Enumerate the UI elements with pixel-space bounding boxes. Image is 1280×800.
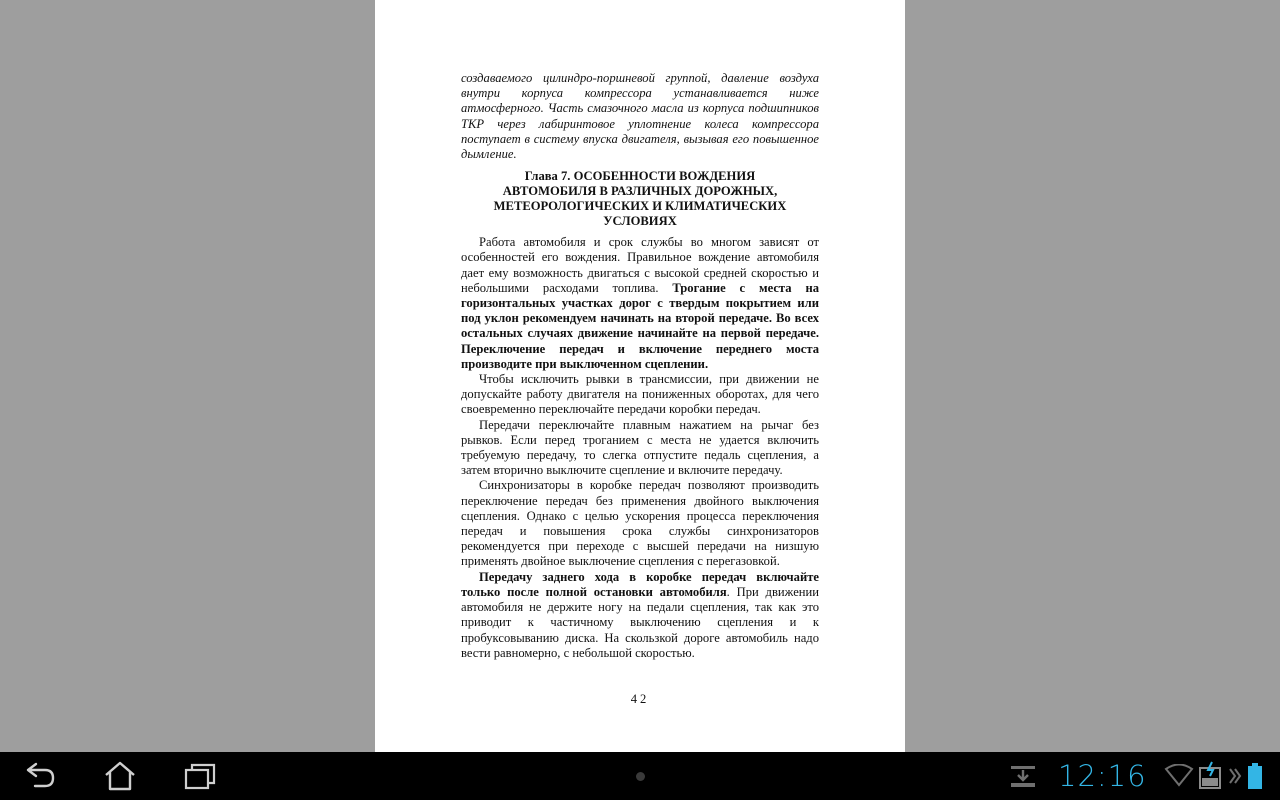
- home-button[interactable]: [90, 752, 150, 800]
- status-clock[interactable]: 12:16: [1058, 759, 1147, 793]
- paragraph-3: Передачи переключайте плавным нажатием на рычаг без рывков. Если перед троганием с места не удается включить требуемую передачу, то слегка отпустите педаль сцепления, а затем вторично выключите сцепление и включите передачу.: [461, 417, 819, 478]
- chapter-title-line: УСЛОВИЯХ: [603, 214, 677, 229]
- back-arrow-icon: [23, 761, 57, 791]
- document-page[interactable]: [375, 0, 905, 752]
- download-notification-icon[interactable]: [1008, 760, 1038, 790]
- chapter-title-line: Глава 7. ОСОБЕННОСТИ ВОЖДЕНИЯ: [524, 169, 756, 184]
- paragraph-1-text: Работа автомобиля и срок службы во многом зависят от особенностей его вождения. Правильное вождение автомобиля дает ему возможность двигаться с высокой средней скоростью и небольшими расходами топлива.: [461, 235, 819, 295]
- keyboard-battery-icon: [1196, 760, 1226, 790]
- recent-apps-button[interactable]: [170, 752, 230, 800]
- paragraph-2: Чтобы исключить рывки в трансмиссии, при движении не допускайте работу двигателя на пониженных оборотах, для чего своевременно переключайте передачи коробки передач.: [461, 372, 819, 417]
- back-button[interactable]: [10, 752, 70, 800]
- paragraph-1: [461, 235, 819, 372]
- navbar-center-dot-icon: [636, 772, 645, 781]
- battery-icon: [1246, 762, 1264, 790]
- chevron-right-icon: [1228, 766, 1242, 786]
- chapter-title: [461, 169, 819, 229]
- paragraph-4: Синхронизаторы в коробке передач позволяют производить переключение передач без применения двойного выключения сцепления. Однако с целью ускорения процесса переключения передач и повышения срока службы синхронизаторов рекомендуется при переходе с высшей передачи на низшую применять двойное выключение сцепления с перегазовкой.: [461, 478, 819, 569]
- intro-paragraph: создаваемого цилиндро-поршневой группой, давление воздуха внутри корпуса компрессора устанавливается ниже атмосферного. Часть смазочного масла из корпуса подшипников ТКР через лабиринтовое уплотнение колеса компрессора поступает в систему впуска двигателя, вызывая его повышенное дымление.: [461, 71, 819, 162]
- recent-apps-icon: [183, 761, 217, 791]
- chapter-title-line: АВТОМОБИЛЯ В РАЗЛИЧНЫХ ДОРОЖНЫХ,: [502, 184, 778, 199]
- paragraph-5: [461, 570, 819, 661]
- home-icon: [103, 761, 137, 791]
- page-content: [461, 71, 819, 661]
- page-number: 42: [630, 692, 650, 706]
- chapter-title-line: МЕТЕОРОЛОГИЧЕСКИХ И КЛИМАТИЧЕСКИХ: [493, 199, 787, 214]
- paragraph-1-bold: Трогание с места на горизонтальных участках дорог с твердым покрытием или под уклон рекомендуем начинать на второй передаче. Во всех остальных случаях движение начинайте на первой передаче. Переключение передач и включение переднего моста производите при выключенном сцеплении.: [461, 280, 819, 371]
- wifi-icon: [1164, 764, 1194, 788]
- paragraph-5-bold: Передачу заднего хода в коробке передач включайте только после полной остановки автомобиля: [461, 569, 819, 599]
- paragraph-5-text: . При движении автомобиля не держите ногу на педали сцепления, так как это приводит к частичному выключению сцепления и к пробуксовыванию диска. На скользкой дороге автомобиль надо вести равномерно, с небольшой скоростью.: [461, 584, 819, 660]
